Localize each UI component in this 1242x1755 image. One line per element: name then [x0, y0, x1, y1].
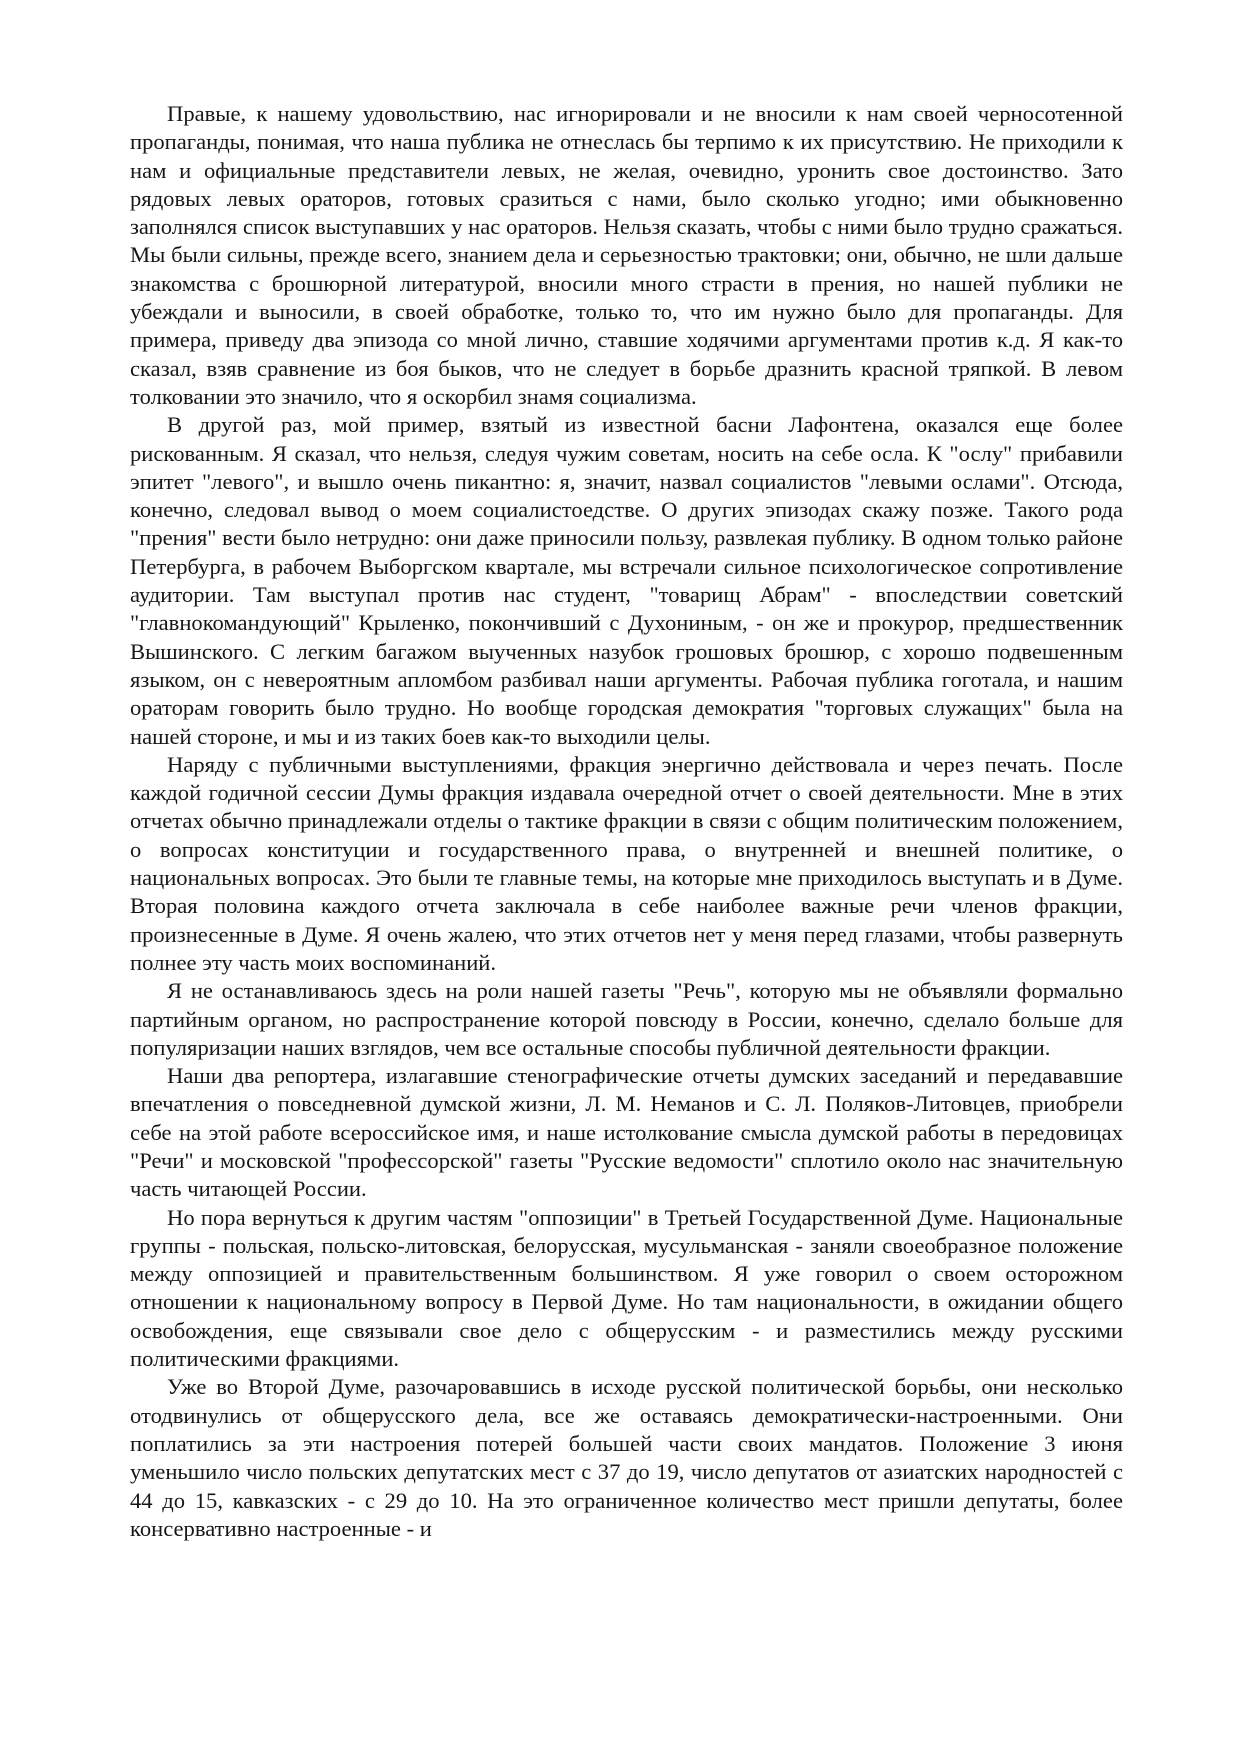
paragraph: Я не останавливаюсь здесь на роли нашей газеты "Речь", которую мы не объявляли формально партийным органом, но распространение которой повсюду в России, конечно, сделало больше для популяризации наших взглядов, чем все остальные способы публичной деятельности фракции. — [130, 978, 1123, 1060]
paragraph: Наряду с публичными выступлениями, фракция энергично действовала и через печать. После каждой годичной сессии Думы фракция издавала очередной отчет о своей деятельности. Мне в этих отчетах обычно принадлежали отделы о тактике фракции в связи с общим политическим положением, о вопросах конституции и государственного права, о внутренней и внешней политике, о национальных вопросах. Это были те главные темы, на которые мне приходилось выступать и в Думе. Вторая половина каждого отчета заключала в себе наиболее важные речи членов фракции, произнесенные в Думе. Я очень жалею, что этих отчетов нет у меня перед глазами, чтобы развернуть полнее эту часть моих воспоминаний. — [130, 751, 1123, 975]
paragraph: В другой раз, мой пример, взятый из известной басни Лафонтена, оказался еще более рискованным. Я сказал, что нельзя, следуя чужим советам, носить на себе осла. К "ослу" прибавили эпитет "левого", и вышло очень пикантно: я, значит, назвал социалистов "левыми ослами". Отсюда, конечно, следовал вывод о моем социалистоедстве. О других эпизодах скажу позже. Такого рода "прения" вести было нетрудно: они даже приносили пользу, развлекая публику. В одном только районе Петербурга, в рабочем Выборгском квартале, мы встречали сильное психологическое сопротивление аудитории. Там выступал против нас студент, "товарищ Абрам" - впоследствии советский "главнокомандующий" Крыленко, покончивший с Духониным, - он же и прокурор, предшественник Вышинского. С легким багажом выученных назубок грошовых брошюр, с хорошо подвешенным языком, он с невероятным апломбом разбивал наши аргументы. Рабочая публика гоготала, и нашим ораторам говорить было трудно. Но вообще городская демократия "торговых служащих" была на нашей стороне, и мы и из таких боев как-то выходили целы. — [130, 412, 1123, 749]
paragraph: Правые, к нашему удовольствию, нас игнорировали и не вносили к нам своей черносотенной пропаганды, понимая, что наша публика не отнеслась бы терпимо к их присутствию. Не приходили к нам и официальные представители левых, не желая, очевидно, уронить свое достоинство. Зато рядовых левых ораторов, готовых сразиться с нами, было сколько угодно; ими обыкновенно заполнялся список выступавших у нас ораторов. Нельзя сказать, чтобы с ними было трудно сражаться. Мы были сильны, прежде всего, знанием дела и серьезностью трактовки; они, обычно, не шли дальше знакомства с брошюрной литературой, вносили много страсти в прения, но нашей публики не убеждали и выносили, в своей обработке, только то, что им нужно было для пропаганды. Для примера, приведу два эпизода со мной лично, ставшие ходячими аргументами против к.д. Я как-то сказал, взяв сравнение из боя быков, что не следует в борьбе дразнить красной тряпкой. В левом толковании это значило, что я оскорбил знамя социализма. — [130, 101, 1123, 409]
paragraph: Наши два репортера, излагавшие стенографические отчеты думских заседаний и передававшие впечатления о повседневной думской жизни, Л. М. Неманов и С. Л. Поляков-Литовцев, приобрели себе на этой работе всероссийское имя, и наше истолкование смысла думской работы в передовицах "Речи" и московской "профессорской" газеты "Русские ведомости" сплотило около нас значительную часть читающей России. — [130, 1063, 1123, 1202]
paragraph: Уже во Второй Думе, разочаровавшись в исходе русской политической борьбы, они несколько отодвинулись от общерусского дела, все же оставаясь демократически-настроенными. Они поплатились за эти настроения потерей большей части своих мандатов. Положение 3 июня уменьшило число польских депутатских мест с 37 до 19, число депутатов от азиатских народностей с 44 до 15, кавказских - с 29 до 10. На это ограниченное количество мест пришли депутаты, более консервативно настроенные - и — [130, 1374, 1123, 1541]
paragraph: Но пора вернуться к другим частям "оппозиции" в Третьей Государственной Думе. Национальные группы - польская, польско-литовская, белорусская, мусульманская - заняли своеобразное положение между оппозицией и правительственным большинством. Я уже говорил о своем осторожном отношении к национальному вопросу в Первой Думе. Но там национальности, в ожидании общего освобождения, еще связывали свое дело с общерусским - и разместились между русскими политическими фракциями. — [130, 1204, 1123, 1372]
document-page — [130, 100, 1123, 1543]
